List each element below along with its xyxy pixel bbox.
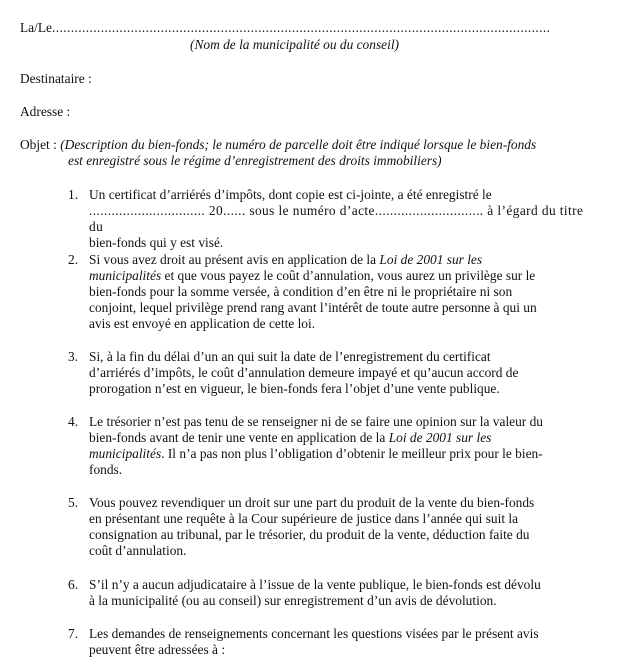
item-2-line-5: avis est envoyé en application de cette loi. bbox=[89, 316, 316, 331]
item-2-line-4: conjoint, lequel privilège prend rang avant l’intérêt de toute autre personne à qui un bbox=[89, 300, 537, 315]
item-7-line-1: Les demandes de renseignements concernant les questions visées par le présent avis bbox=[89, 626, 539, 641]
municipality-line bbox=[20, 20, 550, 36]
subject-text-1: (Description du bien-fonds; le numéro de parcelle doit être indiqué lorsque le bien-fonds bbox=[60, 137, 537, 152]
item-1-line-1: Un certificat d’arriérés d’impôts, dont copie est ci-jointe, a été enregistré le bbox=[89, 187, 492, 202]
subject-label: Objet : bbox=[20, 137, 57, 152]
item-5-line-3: consignation au tribunal, par le trésorier, du produit de la vente, déduction faite du bbox=[89, 527, 530, 542]
item-1-line-2: ............................... 20...... sous le numéro d’acte............................. à l’égard du titre du bbox=[89, 203, 584, 234]
item-3-line-3: prorogation n’est en vigueur, le bien-fonds fera l’objet d’une vente publique. bbox=[89, 381, 500, 396]
item-number: 6. bbox=[68, 577, 79, 592]
item-7-line-2: peuvent être adressées à : bbox=[89, 642, 226, 657]
item-4-line-3: municipalités. Il n’a pas non plus l’obligation d’obtenir le meilleur prix pour le bien- bbox=[89, 446, 543, 461]
item-6-line-2: à la municipalité (ou au conseil) sur enregistrement d’un avis de dévolution. bbox=[89, 593, 497, 608]
item-4-line-2: bien-fonds avant de tenir une vente en application de la Loi de 2001 sur les bbox=[89, 430, 492, 445]
item-1 bbox=[89, 187, 589, 251]
item-3 bbox=[89, 349, 589, 397]
recipient-label: Destinataire : bbox=[20, 71, 92, 86]
item-number: 5. bbox=[68, 495, 79, 510]
item-4-line-4: fonds. bbox=[89, 462, 123, 477]
item-5 bbox=[89, 495, 589, 559]
item-number: 7. bbox=[68, 626, 79, 641]
la-le-dots: ..................................................................................................................................... bbox=[51, 20, 551, 35]
item-4 bbox=[89, 414, 589, 478]
item-number: 4. bbox=[68, 414, 79, 429]
subject-text-2: est enregistré sous le régime d’enregistrement des droits immobiliers) bbox=[68, 153, 442, 168]
item-4-line-1: Le trésorier n’est pas tenu de se renseigner ni de se faire une opinion sur la valeur du bbox=[89, 414, 543, 429]
item-3-line-1: Si, à la fin du délai d’un an qui suit la date de l’enregistrement du certificat bbox=[89, 349, 491, 364]
item-2-line-1: Si vous avez droit au présent avis en application de la Loi de 2001 sur les bbox=[89, 252, 483, 267]
item-number: 3. bbox=[68, 349, 79, 364]
item-2-line-3: bien-fonds pour la somme versée, à condition d’en être ni le propriétaire ni son bbox=[89, 284, 513, 299]
item-2 bbox=[89, 252, 589, 332]
item-5-line-4: coût d’annulation. bbox=[89, 543, 187, 558]
item-5-line-1: Vous pouvez revendiquer un droit sur une part du produit de la vente du bien-fonds bbox=[89, 495, 535, 510]
item-7 bbox=[89, 626, 589, 658]
item-6-line-1: S’il n’y a aucun adjudicataire à l’issue de la vente publique, le bien-fonds est dévolu bbox=[89, 577, 541, 592]
item-6 bbox=[89, 577, 589, 609]
item-number: 2. bbox=[68, 252, 79, 267]
item-2-line-2: municipalités et que vous payez le coût d’annulation, vous aurez un privilège sur le bbox=[89, 268, 536, 283]
address-label: Adresse : bbox=[20, 104, 71, 119]
item-5-line-2: en présentant une requête à la Cour supérieure de justice dans l’année qui suit la bbox=[89, 511, 519, 526]
municipality-caption: (Nom de la municipalité ou du conseil) bbox=[190, 37, 400, 52]
item-1-line-3: bien-fonds qui y est visé. bbox=[89, 235, 224, 250]
item-number: 1. bbox=[68, 187, 79, 202]
item-3-line-2: d’arriérés d’impôts, le coût d’annulation demeure impayé et qu’aucun accord de bbox=[89, 365, 519, 380]
la-le-label: La/Le bbox=[20, 20, 52, 35]
subject-line bbox=[20, 137, 536, 153]
